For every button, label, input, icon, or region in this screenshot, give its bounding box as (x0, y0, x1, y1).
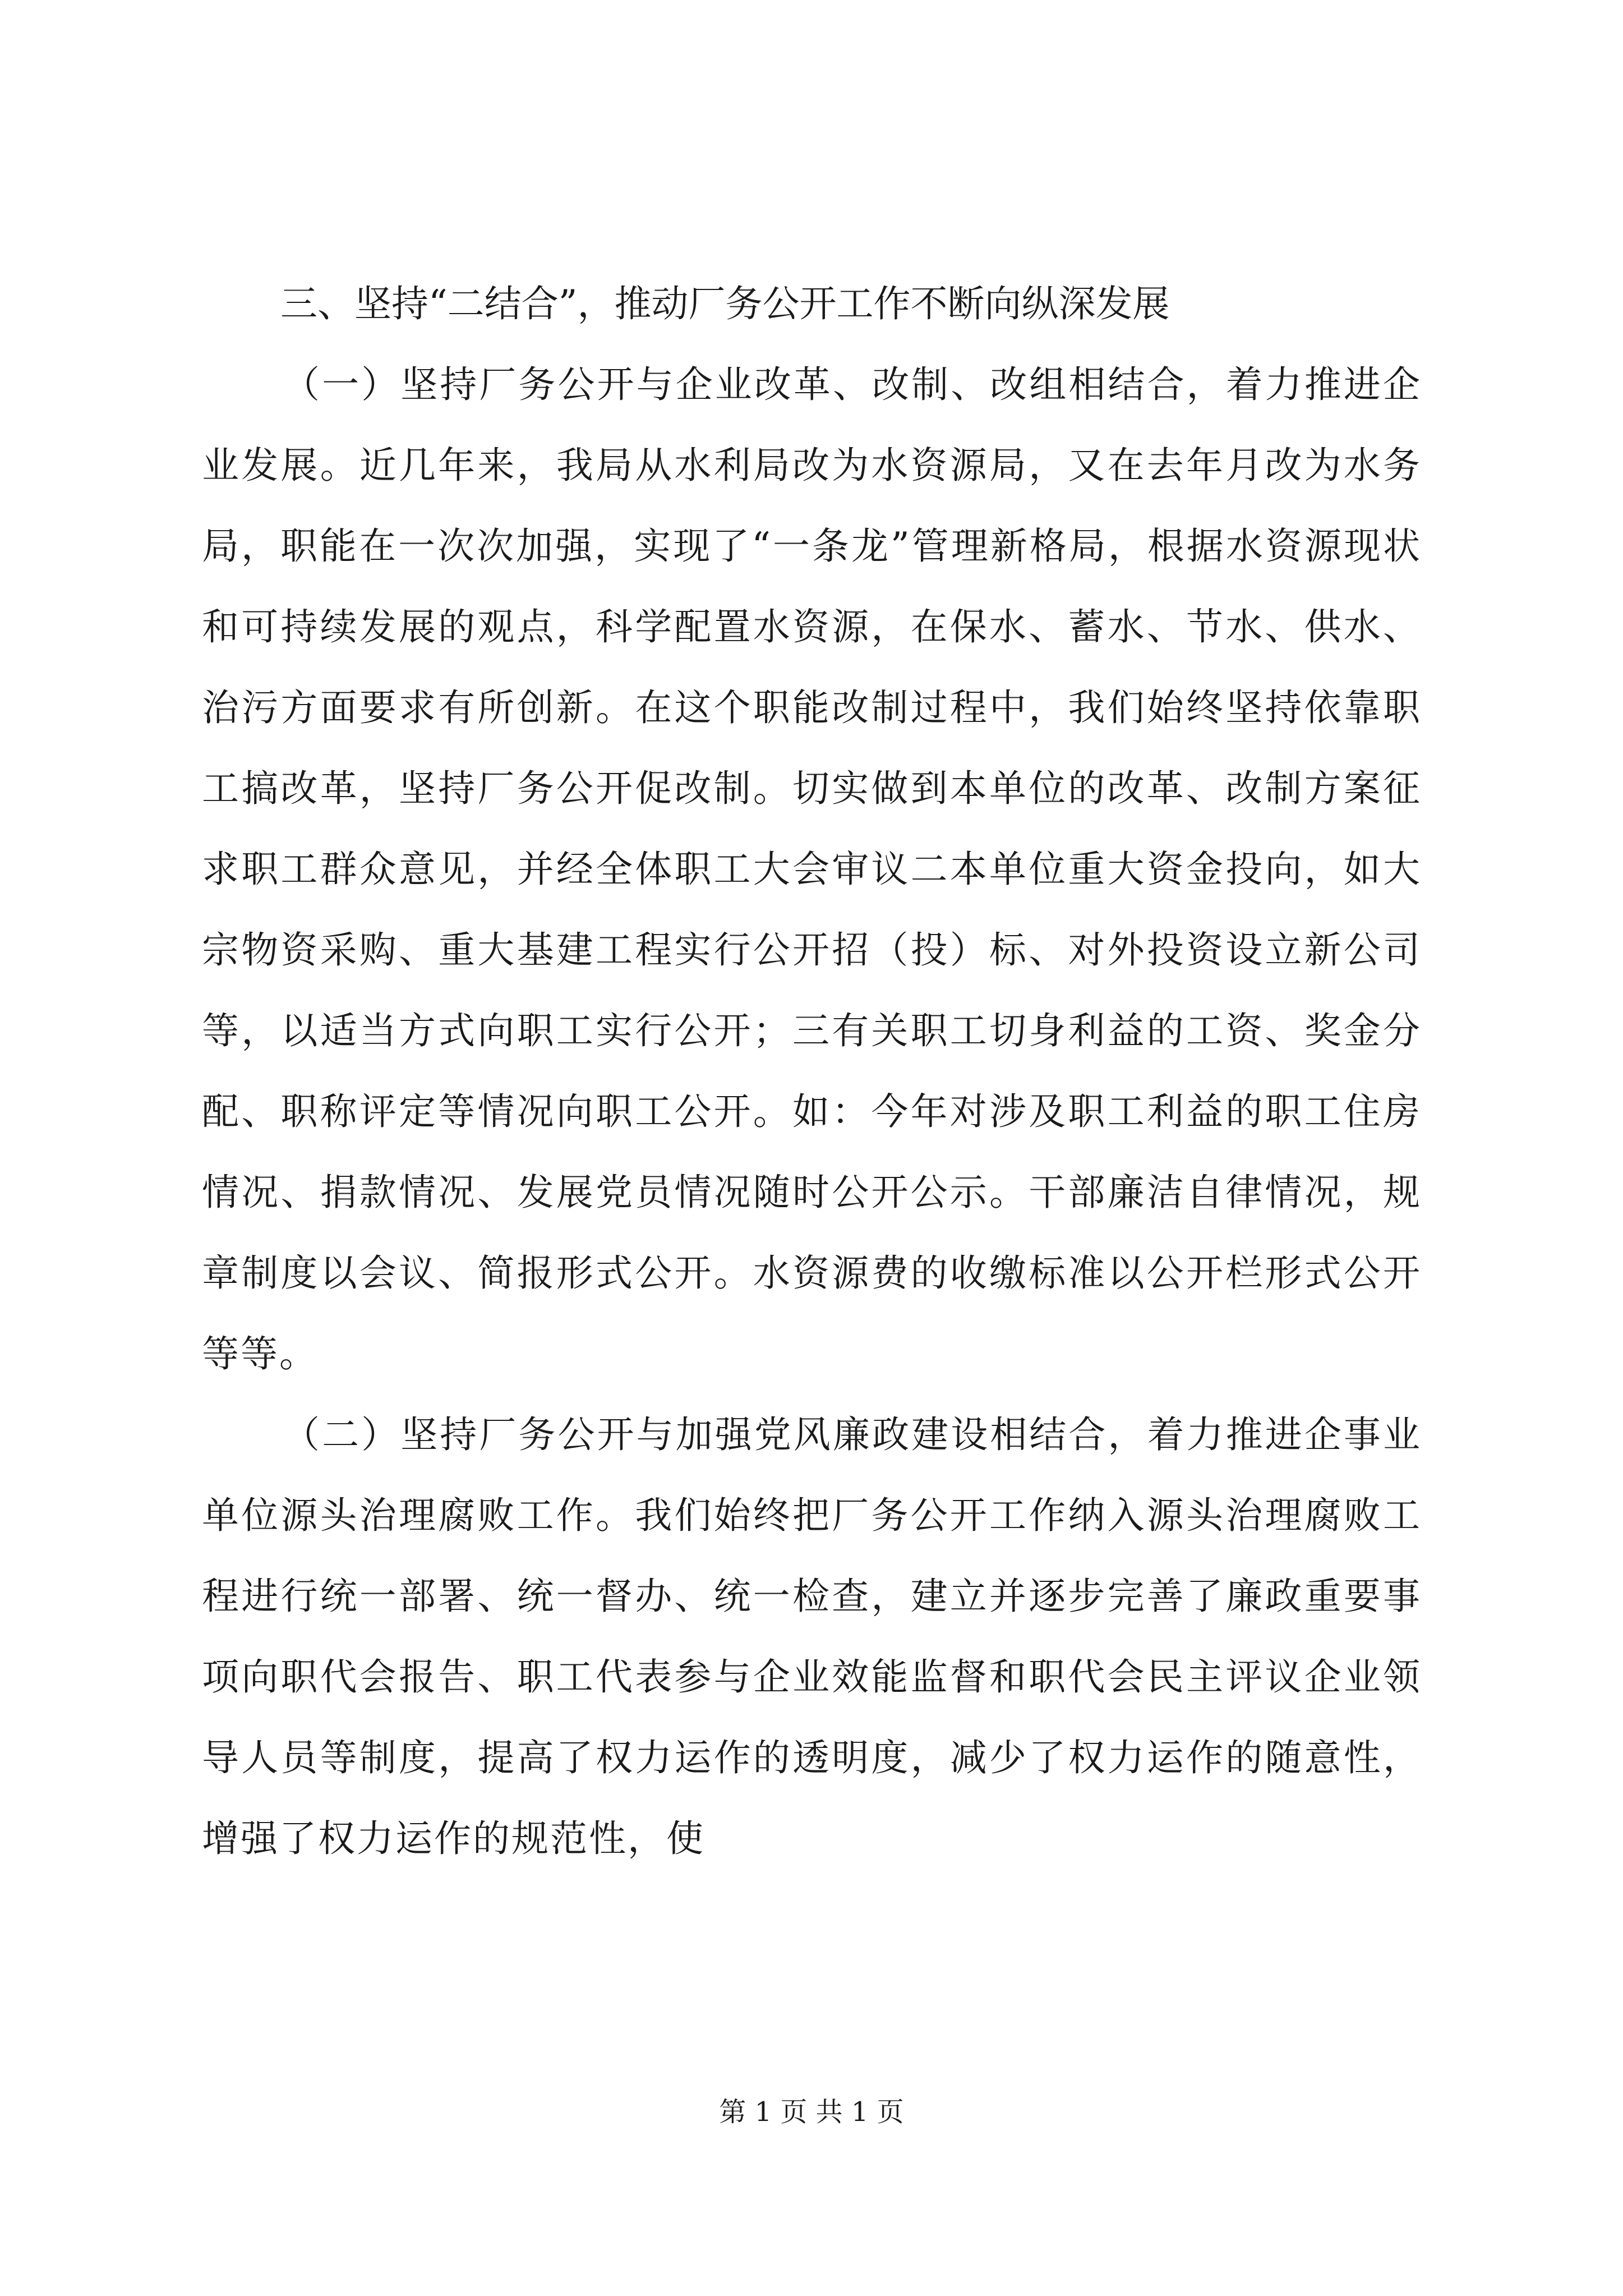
paragraph-1: （一）坚持厂务公开与企业改革、改制、改组相结合，着力推进企业发展。近几年来，我局从水利局改为水资源局，又在去年月改为水务局，职能在一次次加强，实现了“一条龙”管理新格局，根据水资源现状和可持续发展的观点，科学配置水资源，在保水、蓄水、节水、供水、治污方面要求有所创新。在这个职能改制过程中，我们始终坚持依靠职工搞改革，坚持厂务公开促改制。切实做到本单位的改革、改制方案征求职工群众意见，并经全体职工大会审议二本单位重大资金投向，如大宗物资采购、重大基建工程实行公开招（投）标、对外投资设立新公司等，以适当方式向职工实行公开；三有关职工切身利益的工资、奖金分配、职称评定等情况向职工公开。如：今年对涉及职工利益的职工住房情况、捐款情况、发展党员情况随时公开公示。干部廉洁自律情况，规章制度以会议、简报形式公开。水资源费的收缴标准以公开栏形式公开等等。 (202, 363, 1422, 1375)
paragraph-2: （二）坚持厂务公开与加强党风廉政建设相结合，着力推进企事业单位源头治理腐败工作。我们始终把厂务公开工作纳入源头治理腐败工程进行统一部署、统一督办、统一检查，建立并逐步完善了廉政重要事项向职代会报告、职工代表参与企业效能监督和职代会民主评议企业领导人员等制度，提高了权力运作的透明度，减少了权力运作的随意性，增强了权力运作的规范性，使 (202, 1413, 1422, 1860)
section-heading: 三、坚持“二结合”，推动厂务公开工作不断向纵深发展 (280, 282, 1170, 325)
page-footer: 第 1 页 共 1 页 (719, 2096, 904, 2128)
document-body (202, 264, 1422, 1879)
